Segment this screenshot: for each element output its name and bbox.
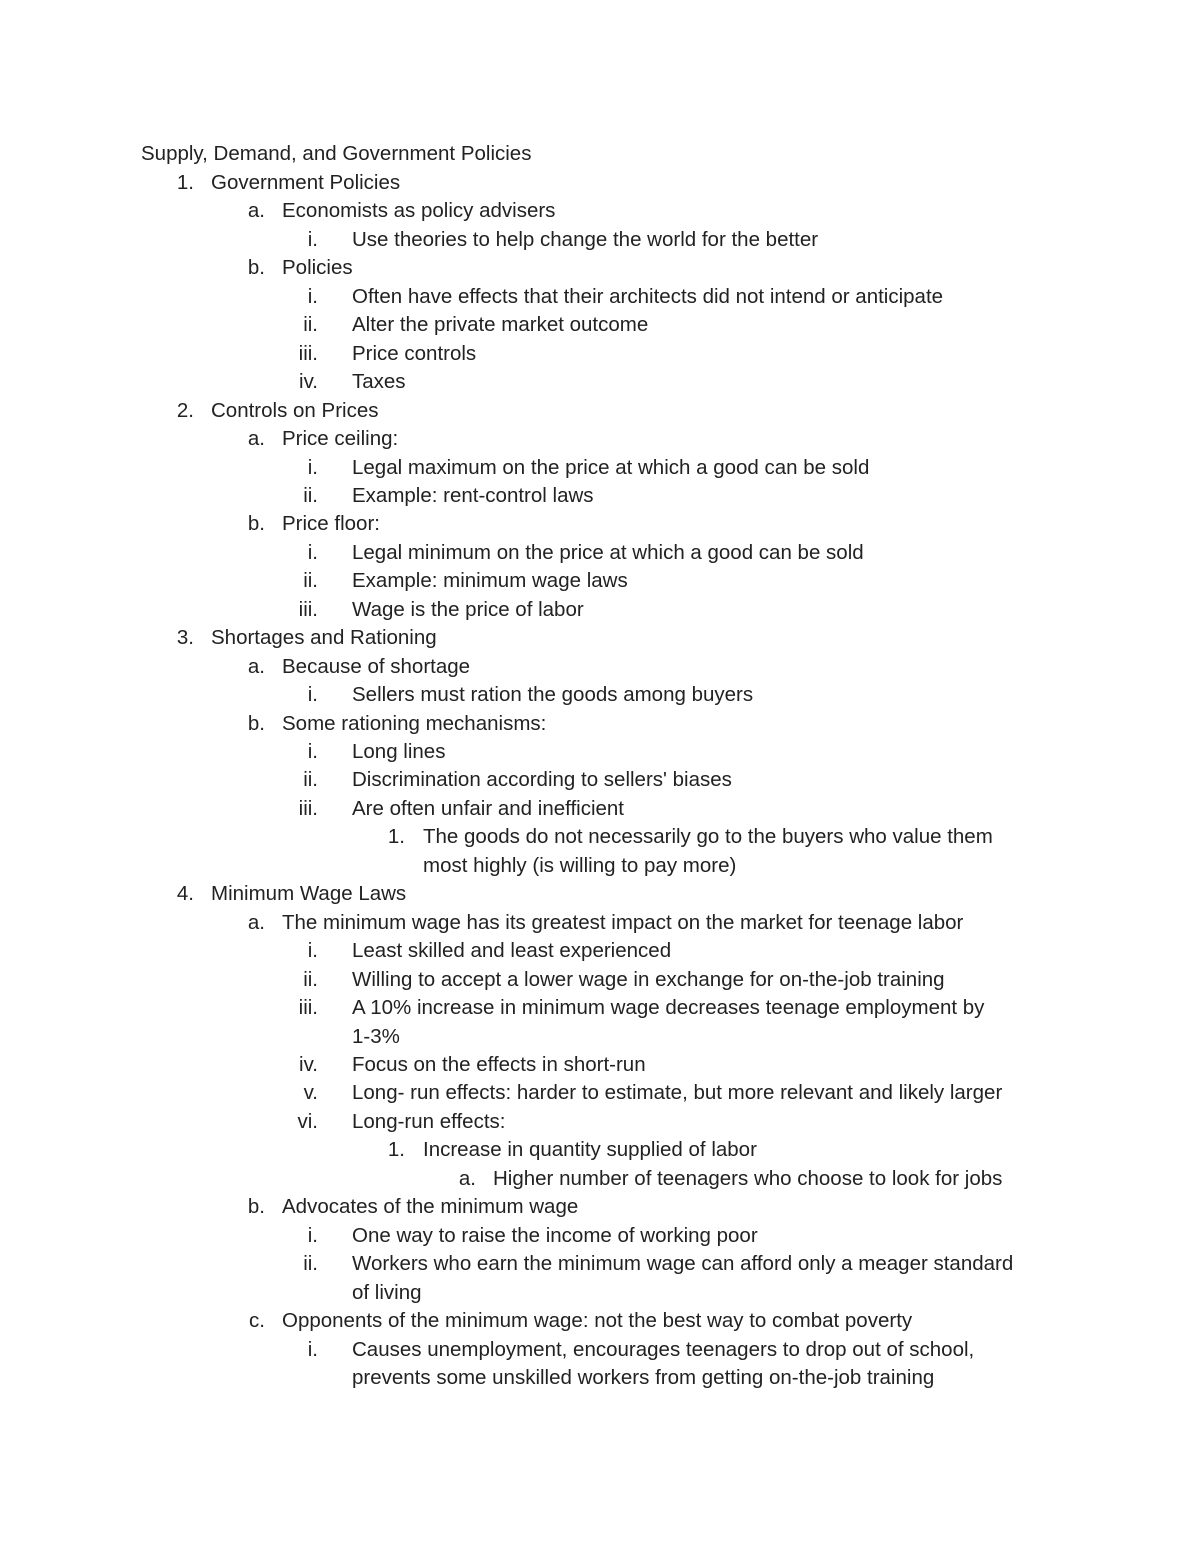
outline-item-level-3	[0, 1364, 1200, 1392]
list-item-text: most highly (is willing to pay more)	[423, 853, 737, 877]
list-marker: i.	[307, 683, 318, 707]
list-marker: ii.	[303, 483, 318, 507]
list-marker: ii.	[303, 313, 318, 337]
list-item-text: Some rationing mechanisms:	[282, 711, 547, 735]
list-marker: i.	[307, 455, 318, 479]
list-item-text: Legal minimum on the price at which a good can be sold	[352, 540, 864, 564]
list-marker: i.	[307, 939, 318, 963]
outline-item-level-3	[0, 1023, 1200, 1051]
list-marker: 1.	[387, 825, 405, 849]
list-marker: ii.	[303, 967, 318, 991]
list-item-text: Policies	[282, 256, 353, 280]
list-item-text: Shortages and Rationing	[211, 626, 437, 650]
outline-item-level-3	[0, 454, 1200, 482]
outline-item-level-2	[0, 1193, 1200, 1221]
outline-item-level-2	[0, 653, 1200, 681]
list-marker: i.	[307, 1337, 318, 1361]
list-item-text: Price ceiling:	[282, 427, 399, 451]
list-marker: ii.	[303, 1252, 318, 1276]
outline-item-level-3	[0, 1108, 1200, 1136]
list-item-text: The minimum wage has its greatest impact on the market for teenage labor	[282, 910, 964, 934]
outline-item-level-3	[0, 766, 1200, 794]
list-item-text: Workers who earn the minimum wage can afford only a meager standard	[352, 1252, 1014, 1276]
outline-item-level-4	[0, 823, 1200, 851]
list-item-text: Price floor:	[282, 512, 380, 536]
outline-item-level-3	[0, 1279, 1200, 1307]
outline-item-level-3	[0, 994, 1200, 1022]
list-marker: b.	[247, 512, 265, 536]
outline-item-level-3	[0, 966, 1200, 994]
outline-item-level-3	[0, 596, 1200, 624]
list-marker: iii.	[298, 996, 318, 1019]
outline-item-level-3	[0, 226, 1200, 254]
list-item-text: Legal maximum on the price at which a good can be sold	[352, 455, 870, 479]
list-item-text: Discrimination according to sellers' biases	[352, 768, 732, 792]
list-marker: i.	[307, 1223, 318, 1247]
list-item-text: Least skilled and least experienced	[352, 939, 672, 963]
outline-item-level-3	[0, 681, 1200, 709]
list-item-text: Minimum Wage Laws	[211, 882, 407, 906]
list-item-text: Often have effects that their architects did not intend or anticipate	[352, 284, 944, 308]
list-marker: b.	[247, 1195, 265, 1219]
list-item-text: Advocates of the minimum wage	[282, 1195, 579, 1219]
outline-item-level-2	[0, 254, 1200, 282]
list-item-text: Causes unemployment, encourages teenagers to drop out of school,	[352, 1337, 975, 1361]
list-item-text: Long-run effects:	[352, 1109, 506, 1133]
outline-item-level-3	[0, 482, 1200, 510]
list-marker: a.	[247, 427, 265, 451]
list-marker: i.	[307, 540, 318, 564]
list-item-text: A 10% increase in minimum wage decreases teenage employment by	[352, 996, 985, 1019]
list-marker: c.	[249, 1309, 265, 1332]
list-item-text: Sellers must ration the goods among buyers	[352, 683, 754, 707]
list-marker: a.	[247, 199, 265, 223]
outline-item-level-2	[0, 1307, 1200, 1335]
list-marker: iii.	[298, 597, 318, 621]
list-item-text: 1-3%	[352, 1024, 400, 1048]
list-item-text: Taxes	[352, 370, 406, 394]
list-item-text: Opponents of the minimum wage: not the best way to combat poverty	[282, 1309, 913, 1332]
outline-item-level-2	[0, 425, 1200, 453]
list-item-text: Long lines	[352, 740, 446, 763]
outline-item-level-3	[0, 1079, 1200, 1107]
list-marker: ii.	[303, 768, 318, 792]
list-item-text: Higher number of teenagers who choose to look for jobs	[493, 1166, 1003, 1190]
list-marker: iv.	[299, 1052, 318, 1076]
list-marker: 1.	[176, 171, 194, 194]
list-item-text: Long- run effects: harder to estimate, but more relevant and likely larger	[352, 1081, 1003, 1105]
outline-item-level-3	[0, 539, 1200, 567]
list-item-text: Government Policies	[211, 171, 401, 194]
outline-item-level-2	[0, 710, 1200, 738]
list-item-text: Willing to accept a lower wage in exchange for on-the-job training	[352, 967, 945, 991]
list-marker: v.	[303, 1081, 318, 1105]
list-item-text: Use theories to help change the world for the better	[352, 227, 819, 251]
outline-item-level-4	[0, 1136, 1200, 1164]
outline-item-level-3	[0, 368, 1200, 396]
list-marker: i.	[307, 284, 318, 308]
outline-item-level-3	[0, 283, 1200, 311]
outline-item-level-2	[0, 909, 1200, 937]
list-item-text: The goods do not necessarily go to the buyers who value them	[423, 825, 993, 849]
list-item-text: Example: rent-control laws	[352, 483, 594, 507]
list-item-text: Alter the private market outcome	[352, 313, 649, 337]
list-item-text: Example: minimum wage laws	[352, 569, 628, 593]
outline-item-level-3	[0, 567, 1200, 595]
list-marker: a.	[247, 654, 265, 678]
list-marker: b.	[247, 256, 265, 280]
list-marker: ii.	[303, 569, 318, 593]
outline-item-level-3	[0, 795, 1200, 823]
list-marker: i.	[307, 227, 318, 251]
outline-item-level-1	[0, 880, 1200, 908]
list-item-text: Because of shortage	[282, 654, 471, 678]
list-marker: 3.	[176, 626, 194, 650]
list-item-text: One way to raise the income of working poor	[352, 1223, 758, 1247]
outline-item-level-3	[0, 1222, 1200, 1250]
list-marker: 1.	[387, 1138, 405, 1162]
list-marker: iii.	[298, 341, 318, 365]
list-marker: iv.	[299, 370, 318, 394]
outline-item-level-3	[0, 1250, 1200, 1278]
list-marker: a.	[247, 910, 265, 934]
list-item-text: Wage is the price of labor	[352, 597, 584, 621]
list-item-text: Increase in quantity supplied of labor	[423, 1138, 757, 1162]
list-marker: 4.	[176, 882, 194, 906]
list-item-text: Are often unfair and inefficient	[352, 796, 624, 820]
outline-item-level-1	[0, 624, 1200, 652]
outline-item-level-2	[0, 510, 1200, 538]
list-item-text: Controls on Prices	[211, 398, 379, 422]
list-item-text: Price controls	[352, 341, 477, 365]
list-item-text: Economists as policy advisers	[282, 199, 556, 223]
outline-item-level-2	[0, 197, 1200, 225]
outline-item-level-3	[0, 340, 1200, 368]
outline-item-level-3	[0, 311, 1200, 339]
list-marker: iii.	[298, 796, 318, 820]
document-title: Supply, Demand, and Government Policies	[141, 142, 532, 165]
outline-item-level-1	[0, 397, 1200, 425]
list-marker: i.	[307, 740, 318, 763]
outline-item-level-1	[0, 169, 1200, 197]
outline-item-level-5	[0, 1165, 1200, 1193]
outline-item-level-3	[0, 738, 1200, 766]
list-item-text: Focus on the effects in short-run	[352, 1052, 646, 1076]
outline-item-level-4	[0, 852, 1200, 880]
list-item-text: prevents some unskilled workers from getting on-the-job training	[352, 1365, 935, 1389]
list-marker: vi.	[297, 1109, 318, 1133]
list-marker: a.	[458, 1166, 476, 1190]
list-marker: b.	[247, 711, 265, 735]
list-item-text: of living	[352, 1280, 422, 1304]
outline-item-level-3	[0, 1051, 1200, 1079]
list-marker: 2.	[176, 398, 194, 422]
outline-item-level-3	[0, 1336, 1200, 1364]
outline-item-level-3	[0, 937, 1200, 965]
